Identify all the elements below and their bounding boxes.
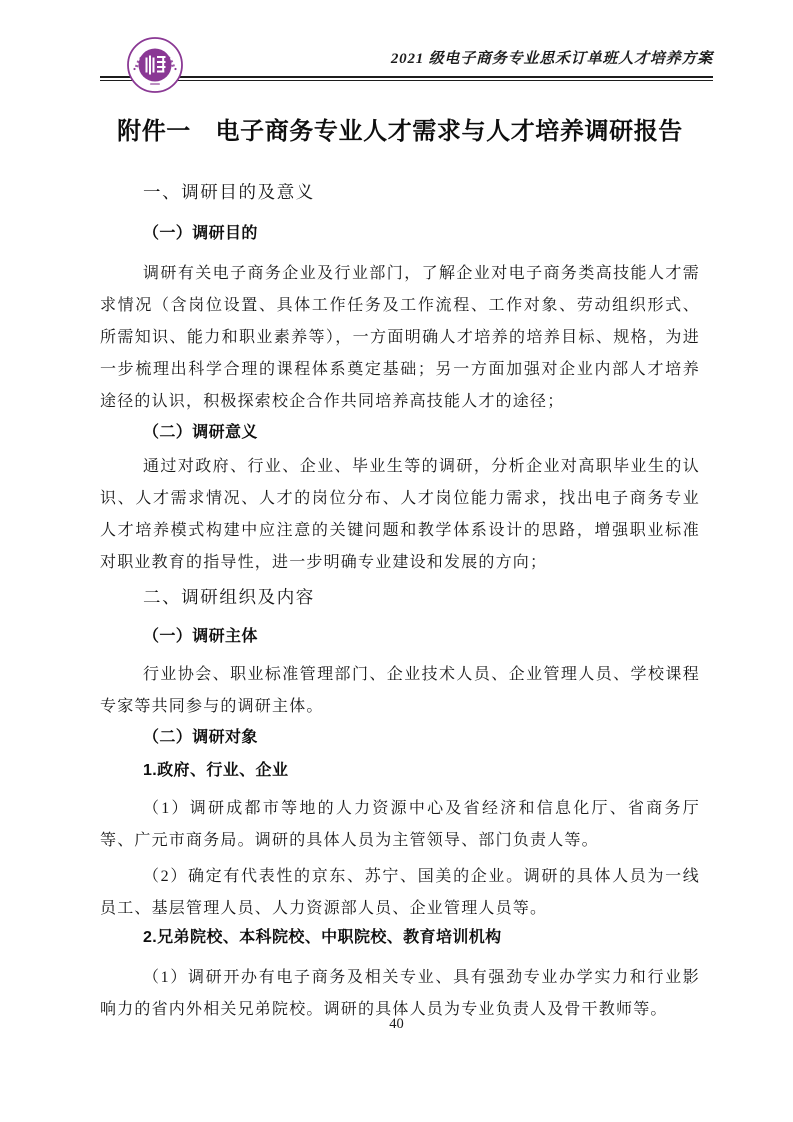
numbered-heading: 2.兄弟院校、本科院校、中职院校、教育培训机构: [143, 929, 502, 946]
subsection-heading: （二）调研意义: [143, 424, 258, 441]
document-body: [100, 86, 700, 1026]
body-paragraph: （1）调研成都市等地的人力资源中心及省经济和信息化厅、省商务厅等、广元市商务局。调研的具体人员为主管领导、部门负责人等。: [100, 800, 700, 849]
attachment-title: 附件一 电子商务专业人才需求与人才培养调研报告: [117, 118, 683, 145]
body-paragraph: 调研有关电子商务企业及行业部门，了解企业对电子商务类高技能人才需求情况（含岗位设置、具体工作任务及工作流程、工作对象、劳动组织形式、所需知识、能力和职业素养等），一方面明确人才培养的培养目标、规格，为进一步梳理出科学合理的课程体系奠定基础；另一方面加强对企业内部人才培养途径的认识，积极探索校企合作共同培养高技能人才的途径；: [100, 265, 700, 410]
college-emblem-icon: [126, 36, 184, 94]
body-paragraph: （1）调研开办有电子商务及相关专业、具有强劲专业办学实力和行业影响力的省内外相关兄弟院校。调研的具体人员为专业负责人及骨干教师等。: [100, 969, 700, 1018]
body-paragraph: 通过对政府、行业、企业、毕业生等的调研，分析企业对高职毕业生的认识、人才需求情况、人才的岗位分布、人才岗位能力需求，找出电子商务专业人才培养模式构建中应注意的关键问题和教学体系设计的思路，增强职业标准对职业教育的指导性，进一步明确专业建设和发展的方向；: [100, 458, 700, 571]
page-number: 40: [389, 1016, 404, 1032]
section-heading: 一、调研目的及意义: [143, 182, 315, 202]
numbered-heading: 1.政府、行业、企业: [143, 762, 289, 779]
subsection-heading: （一）调研主体: [143, 628, 258, 645]
subsection-heading: （二）调研对象: [143, 729, 258, 746]
header-rule: [100, 76, 713, 81]
body-paragraph: （2）确定有代表性的京东、苏宁、国美的企业。调研的具体人员为一线员工、基层管理人员、人力资源部人员、企业管理人员等。: [100, 868, 700, 917]
header-running-title: 2021 级电子商务专业思禾订单班人才培养方案: [390, 51, 713, 67]
section-heading: 二、调研组织及内容: [143, 587, 315, 607]
subsection-heading: （一）调研目的: [143, 225, 258, 242]
page-header: [100, 0, 713, 81]
body-paragraph: 行业协会、职业标准管理部门、企业技术人员、企业管理人员、学校课程专家等共同参与的调研主体。: [100, 666, 700, 715]
